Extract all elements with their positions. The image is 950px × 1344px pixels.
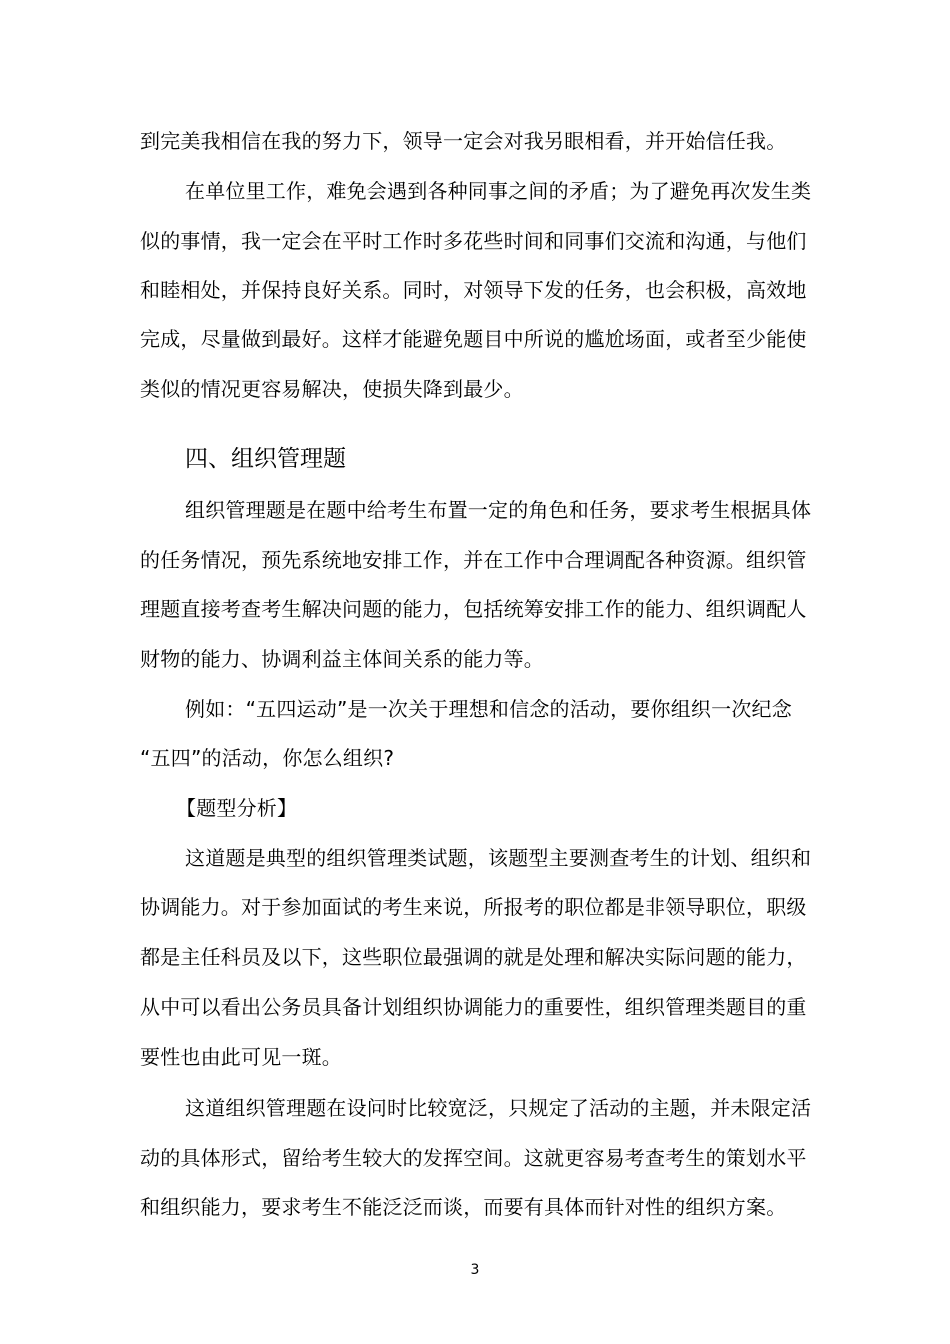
- text-line: “五四”的活动，你怎么组织?: [140, 746, 395, 770]
- text-line: 这道题是典型的组织管理类试题，该题型主要测查考生的计划、组织和: [185, 846, 812, 870]
- text-line: 和睦相处，并保持良好关系。同时，对领导下发的任务，也会积极，高效地: [140, 278, 807, 302]
- text-line: 完成，尽量做到最好。这样才能避免题目中所说的尴尬场面，或者至少能使: [140, 327, 807, 351]
- text-line: 在单位里工作，难免会遇到各种同事之间的矛盾；为了避免再次发生类: [185, 179, 812, 203]
- subsection-label: 【题型分析】: [176, 796, 298, 820]
- text-line: 这道组织管理题在设问时比较宽泛，只规定了活动的主题，并未限定活: [185, 1096, 812, 1120]
- text-line: 动的具体形式，留给考生较大的发挥空间。这就更容易考查考生的策划水平: [140, 1146, 807, 1170]
- text-line: 财物的能力、协调利益主体间关系的能力等。: [140, 647, 544, 671]
- text-line: 似的事情，我一定会在平时工作时多花些时间和同事们交流和沟通，与他们: [140, 229, 807, 253]
- text-line: 例如：“五四运动”是一次关于理想和信念的活动，要你组织一次纪念: [185, 697, 792, 721]
- text-line: 的任务情况，预先系统地安排工作，并在工作中合理调配各种资源。组织管: [140, 548, 807, 572]
- text-line: 到完美我相信在我的努力下，领导一定会对我另眼相看，并开始信任我。: [140, 129, 787, 153]
- text-line: 理题直接考查考生解决问题的能力，包括统筹安排工作的能力、组织调配人: [140, 597, 807, 621]
- text-line: 都是主任科员及以下，这些职位最强调的就是处理和解决实际问题的能力，: [140, 945, 807, 969]
- text-line: 组织管理题是在题中给考生布置一定的角色和任务，要求考生根据具体: [185, 498, 812, 522]
- text-line: 协调能力。对于参加面试的考生来说，所报考的职位都是非领导职位，职级: [140, 895, 807, 919]
- text-line: 要性也由此可见一斑。: [140, 1045, 342, 1069]
- text-line: 类似的情况更容易解决，使损失降到最少。: [140, 377, 524, 401]
- text-line: 和组织能力，要求考生不能泛泛而谈，而要有具体而针对性的组织方案。: [140, 1195, 787, 1219]
- section-heading: 四、组织管理题: [185, 446, 346, 472]
- page-number: 3: [470, 1262, 480, 1278]
- text-line: 从中可以看出公务员具备计划组织协调能力的重要性，组织管理类题目的重: [140, 995, 807, 1019]
